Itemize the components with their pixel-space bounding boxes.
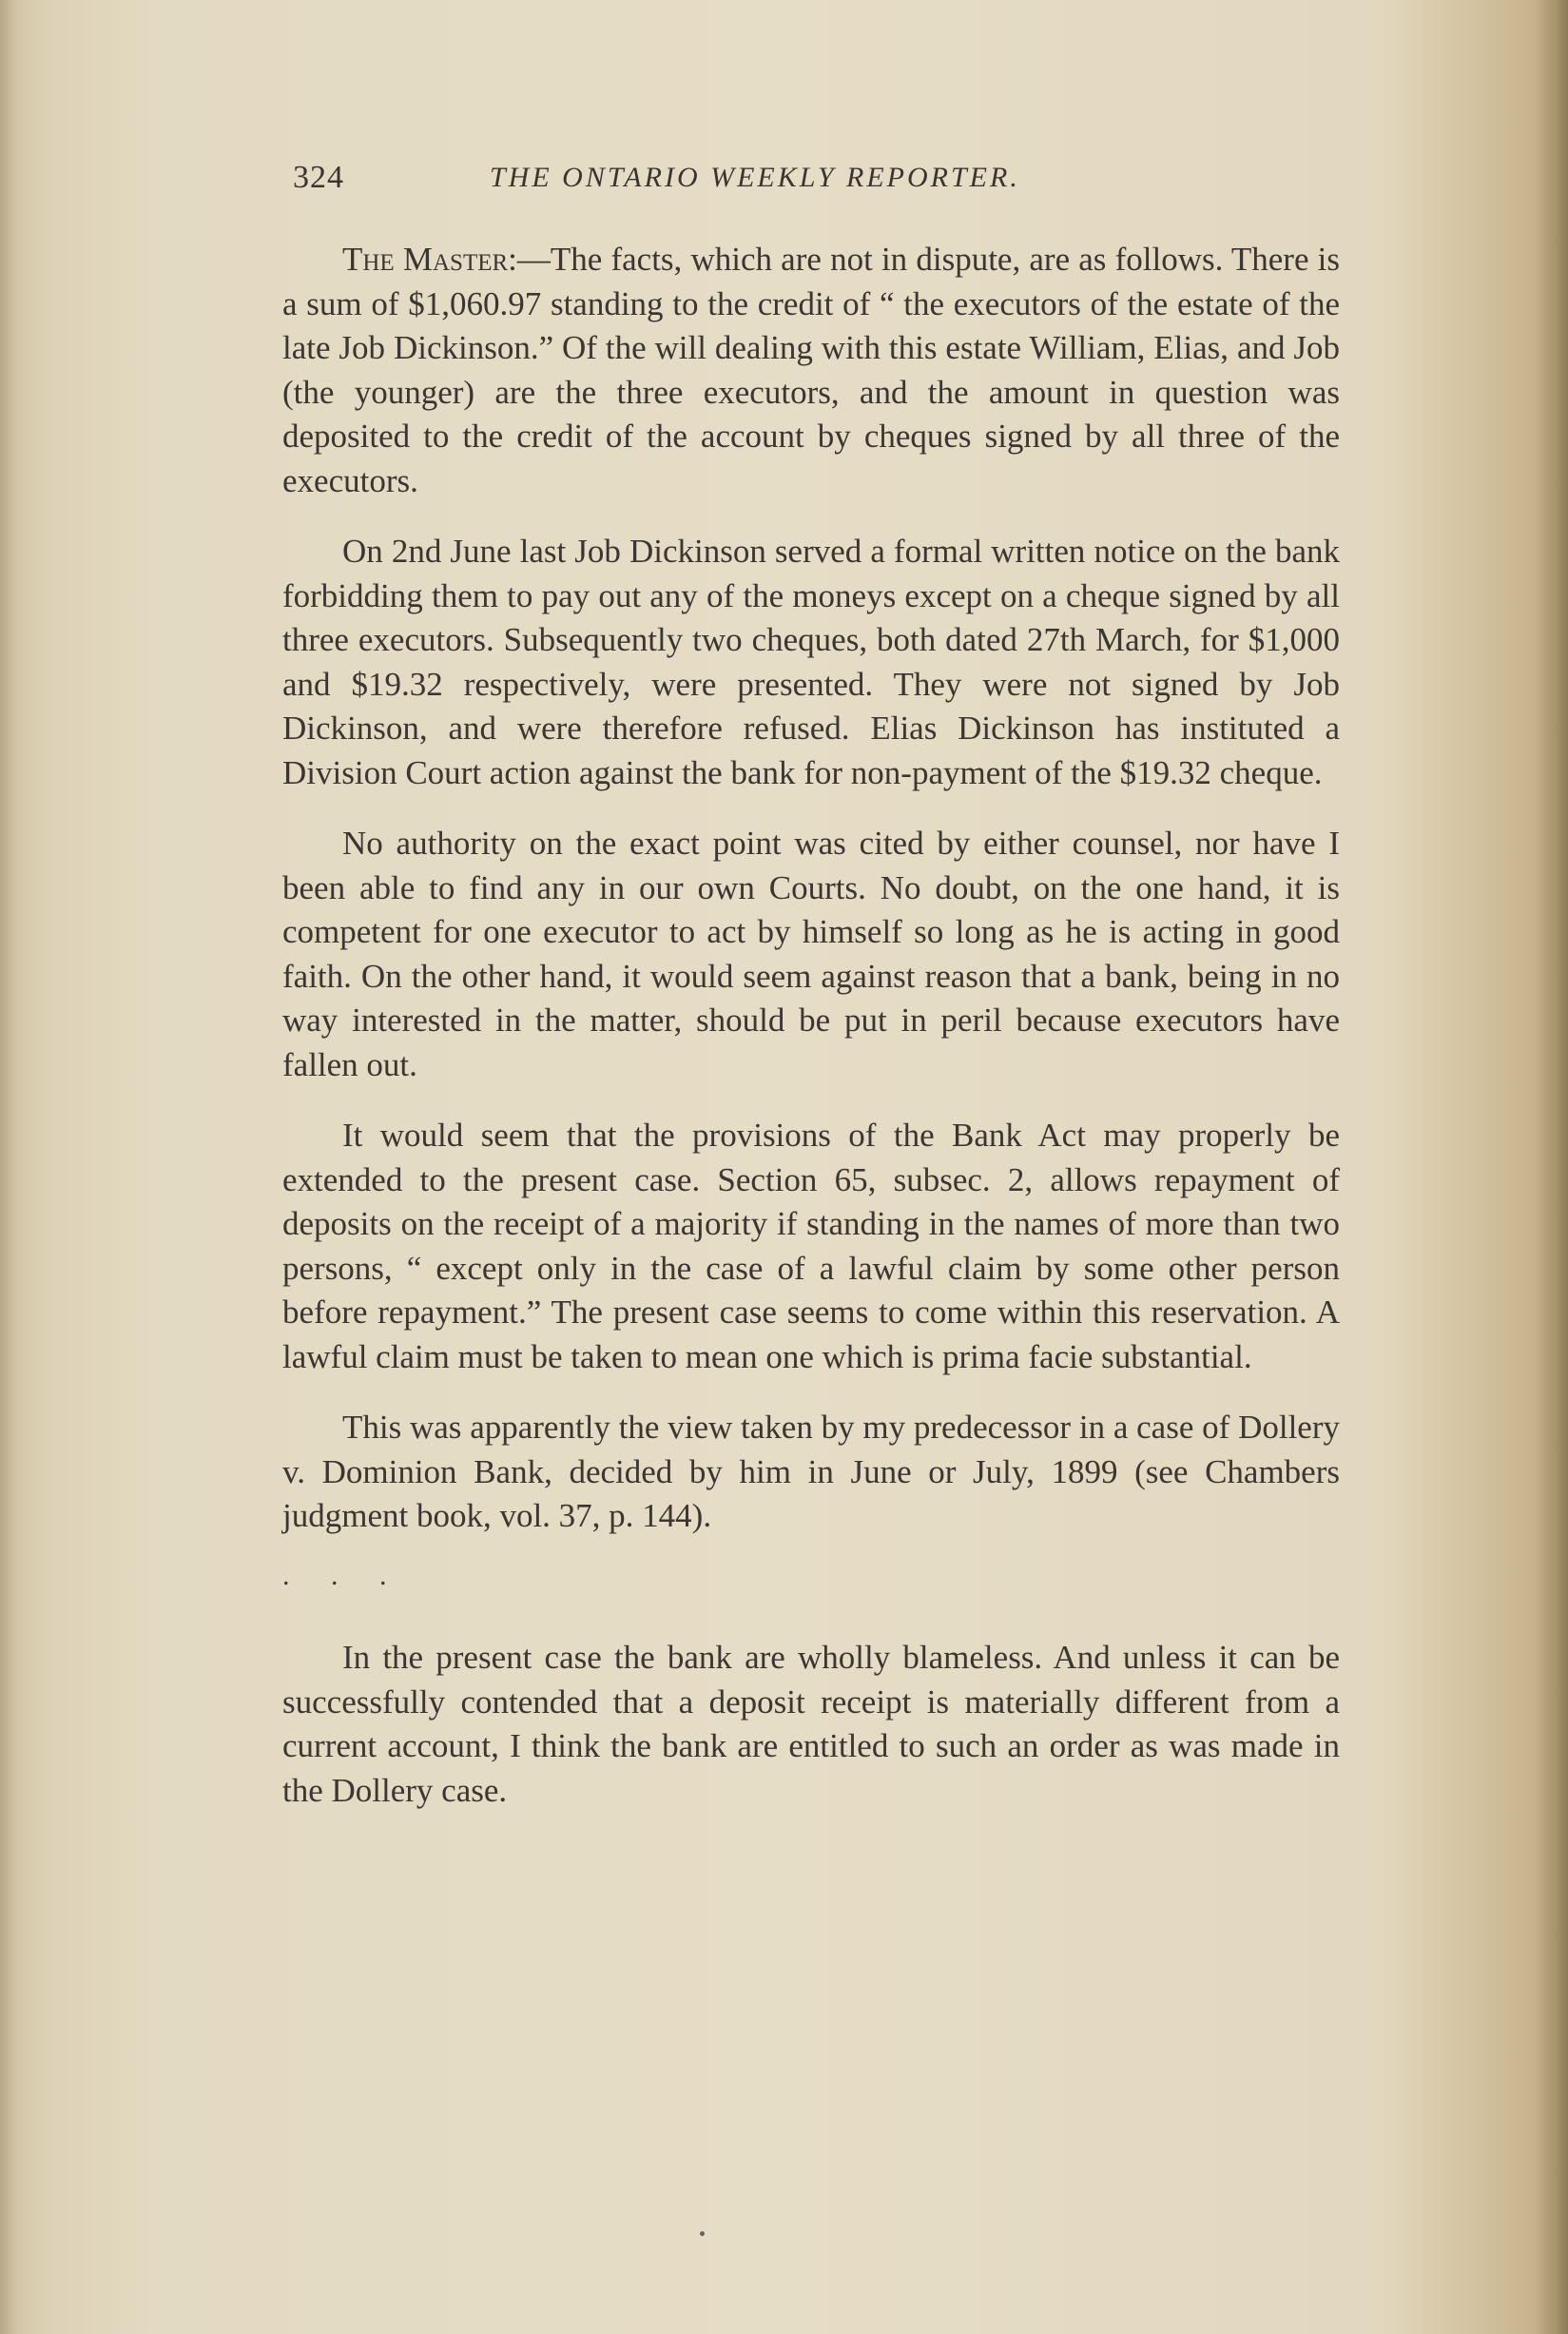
paragraph-2: On 2nd June last Job Dickinson served a formal written notice on the bank forbidding them to pay out any of the moneys except on a cheque signed by all three executors. Subsequently two cheques, both dated 27th March, for $1,000 and $19.32 respectively, were presented. They were not signed by Job Dickinson, and were therefore refused. Elias Dickinson has instituted a Division Court action against the bank for non-payment of the $19.32 cheque. xyxy=(282,533,1340,791)
speaker-label: The Master xyxy=(342,241,509,278)
paragraph-5: This was apparently the view taken by my predecessor in a case of Dollery v. Dominion Bank, decided by him in June or July, 1899 (see Chambers judgment book, vol. 37, p. 144). xyxy=(282,1409,1340,1534)
paragraph-3: No authority on the exact point was cited by either counsel, nor have I been able to find any in our own Courts. No doubt, on the one hand, it is competent for one executor to act by himself so long as he is acting in good faith. On the other hand, it would seem against reason that a bank, being in no way interested in the matter, should be put in peril because executors have fallen out. xyxy=(282,825,1340,1083)
paragraph-6: In the present case the bank are wholly blameless. And unless it can be successfully contended that a deposit receipt is materially different from a current account, I think the bank are entitled to such an order as was made in the Dollery case. xyxy=(282,1639,1340,1809)
paragraph-4: It would seem that the provisions of the Bank Act may properly be extended to the present case. Section 65, subsec. 2, allows repayment of deposits on the receipt of a majority if standing in the names of more than two persons, “ except only in the case of a lawful claim by some other person before repayment.” The present case seems to come within this reservation. A lawful claim must be taken to mean one which is prima facie substantial. xyxy=(282,1117,1340,1375)
running-title: THE ONTARIO WEEKLY REPORTER. xyxy=(490,162,1020,193)
body-text xyxy=(282,238,1340,1839)
paragraph-1-text: :—The facts, which are not in dispute, are as follows. There is a sum of $1,060.97 standing to the credit of “ the executors of the estate of the late Job Dickinson.” Of the will dealing with this estate William, Elias, and Job (the younger) are the three executors, and the amount in question was deposited to the credit of the account by cheques signed by all three of the executors. xyxy=(282,241,1340,499)
page-edge xyxy=(1536,0,1568,2334)
page-header xyxy=(285,160,1341,207)
paragraph-1 xyxy=(282,238,1340,503)
page-gutter xyxy=(0,0,17,2334)
page-number: 324 xyxy=(293,160,344,195)
ink-speck xyxy=(700,2231,705,2236)
omission-ellipsis: . . . xyxy=(282,1559,404,1591)
